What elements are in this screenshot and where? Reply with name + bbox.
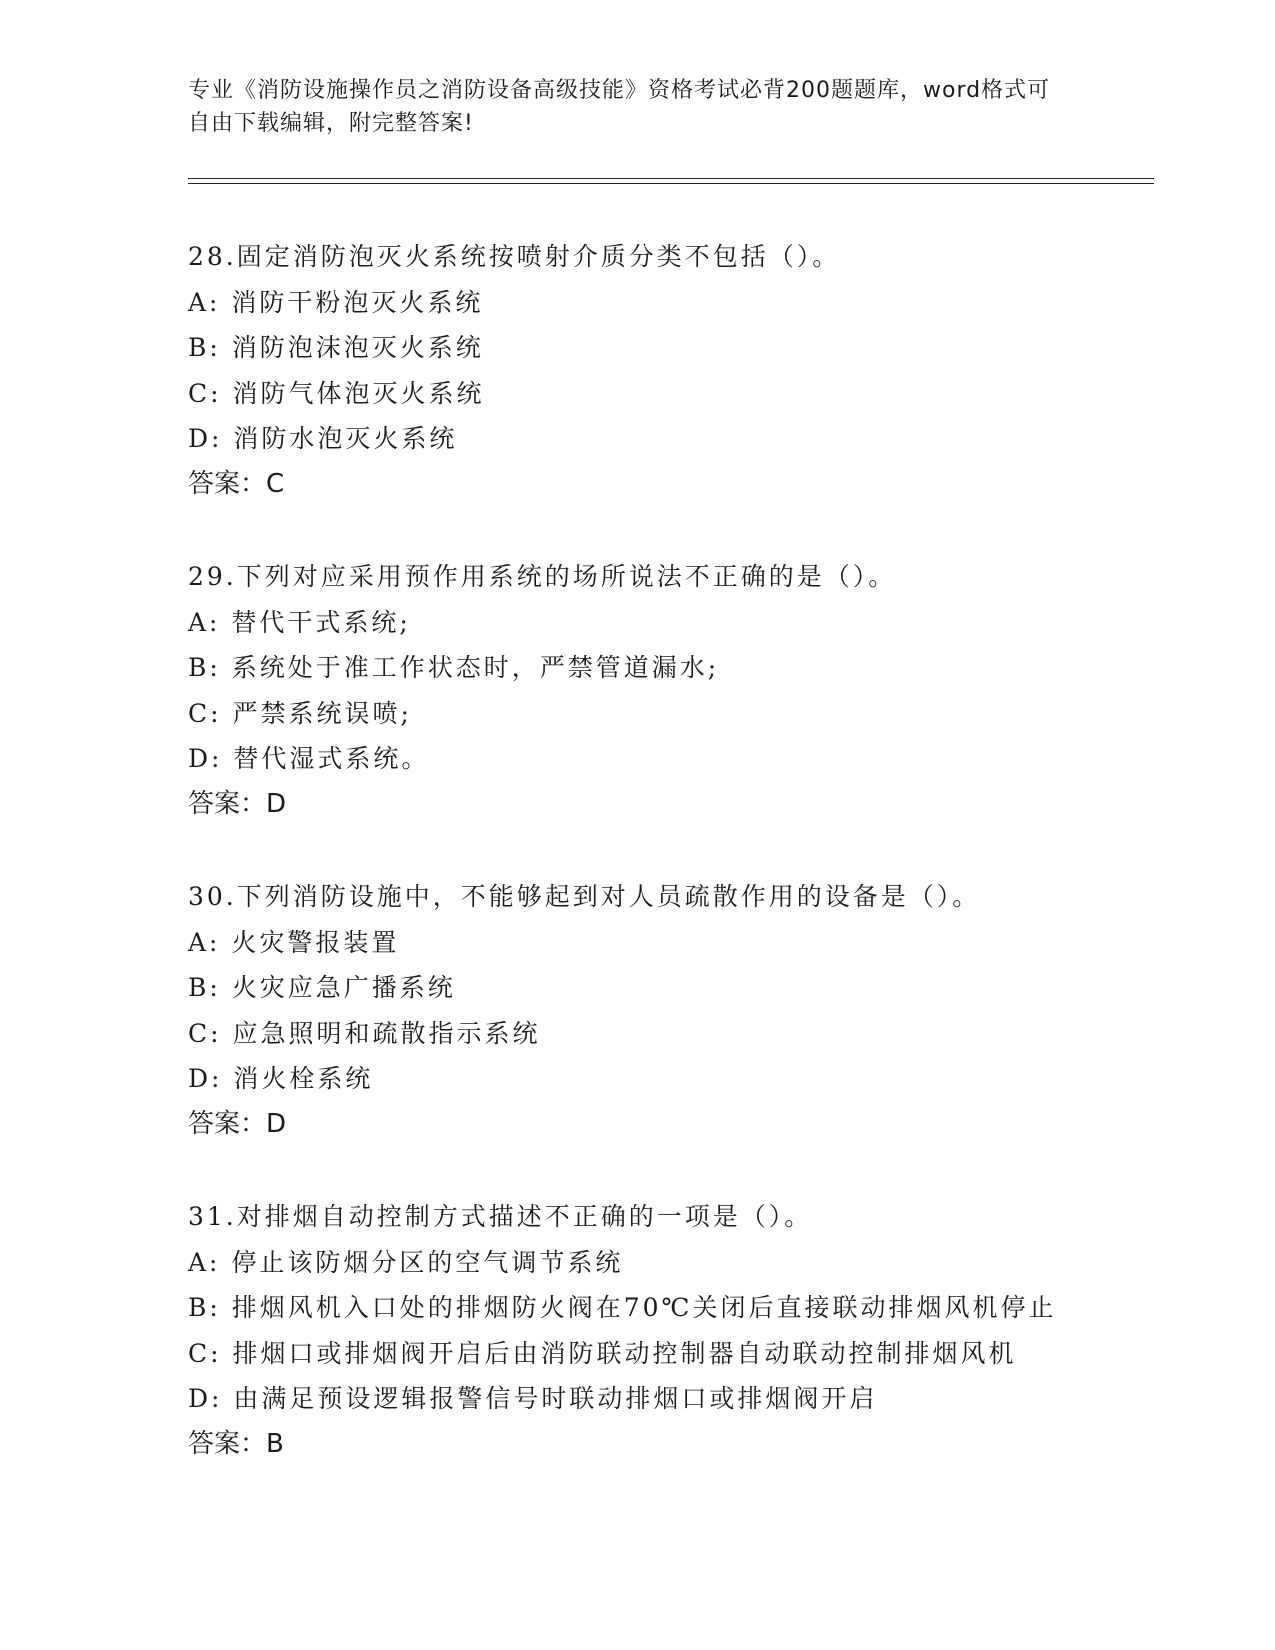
question-block bbox=[188, 234, 1188, 507]
option-a: A: 停止该防烟分区的空气调节系统 bbox=[188, 1247, 624, 1277]
option-b: B: 消防泡沫泡灭火系统 bbox=[188, 333, 484, 362]
option-d: D: 替代湿式系统。 bbox=[188, 744, 430, 773]
option-a: A: 消防干粉泡灭火系统 bbox=[188, 287, 484, 317]
header-rule-bottom bbox=[188, 183, 1154, 184]
option-c: C: 严禁系统误喷; bbox=[188, 698, 412, 728]
option-c: C: 排烟口或排烟阀开启后由消防联动控制器自动联动控制排烟风机 bbox=[188, 1338, 1017, 1368]
answer-label: 答案：B bbox=[188, 1428, 284, 1459]
question-block bbox=[188, 1194, 1188, 1467]
option-c: C: 应急照明和疏散指示系统 bbox=[188, 1018, 541, 1048]
question-block bbox=[188, 874, 1188, 1147]
option-a: A: 替代干式系统; bbox=[188, 607, 411, 637]
question-stem: 31.对排烟自动控制方式描述不正确的一项是（）。 bbox=[188, 1202, 813, 1231]
question-stem: 28.固定消防泡灭火系统按喷射介质分类不包括（）。 bbox=[188, 242, 841, 271]
question-stem: 29.下列对应采用预作用系统的场所说法不正确的是（）。 bbox=[188, 562, 897, 591]
option-b: B: 火灾应急广播系统 bbox=[188, 973, 456, 1002]
answer-label: 答案：C bbox=[188, 468, 285, 499]
question-block bbox=[188, 554, 1188, 827]
header-rule-top bbox=[188, 178, 1154, 179]
option-c: C: 消防气体泡灭火系统 bbox=[188, 378, 485, 408]
option-d: D: 消防水泡灭火系统 bbox=[188, 424, 458, 453]
option-a: A: 火灾警报装置 bbox=[188, 927, 400, 957]
header-description: 专业《消防设施操作员之消防设备高级技能》资格考试必背200题题库，word格式可自由下载编辑，附完整答案! bbox=[188, 78, 1051, 136]
question-stem: 30.下列消防设施中，不能够起到对人员疏散作用的设备是（）。 bbox=[188, 882, 981, 911]
option-b: B: 排烟风机入口处的排烟防火阀在70℃关闭后直接联动排烟风机停止 bbox=[188, 1293, 1057, 1322]
option-b: B: 系统处于准工作状态时，严禁管道漏水; bbox=[188, 653, 720, 682]
option-d: D: 由满足预设逻辑报警信号时联动排烟口或排烟阀开启 bbox=[188, 1384, 878, 1413]
answer-label: 答案：D bbox=[188, 788, 287, 819]
option-d: D: 消火栓系统 bbox=[188, 1064, 374, 1093]
answer-label: 答案：D bbox=[188, 1108, 287, 1139]
